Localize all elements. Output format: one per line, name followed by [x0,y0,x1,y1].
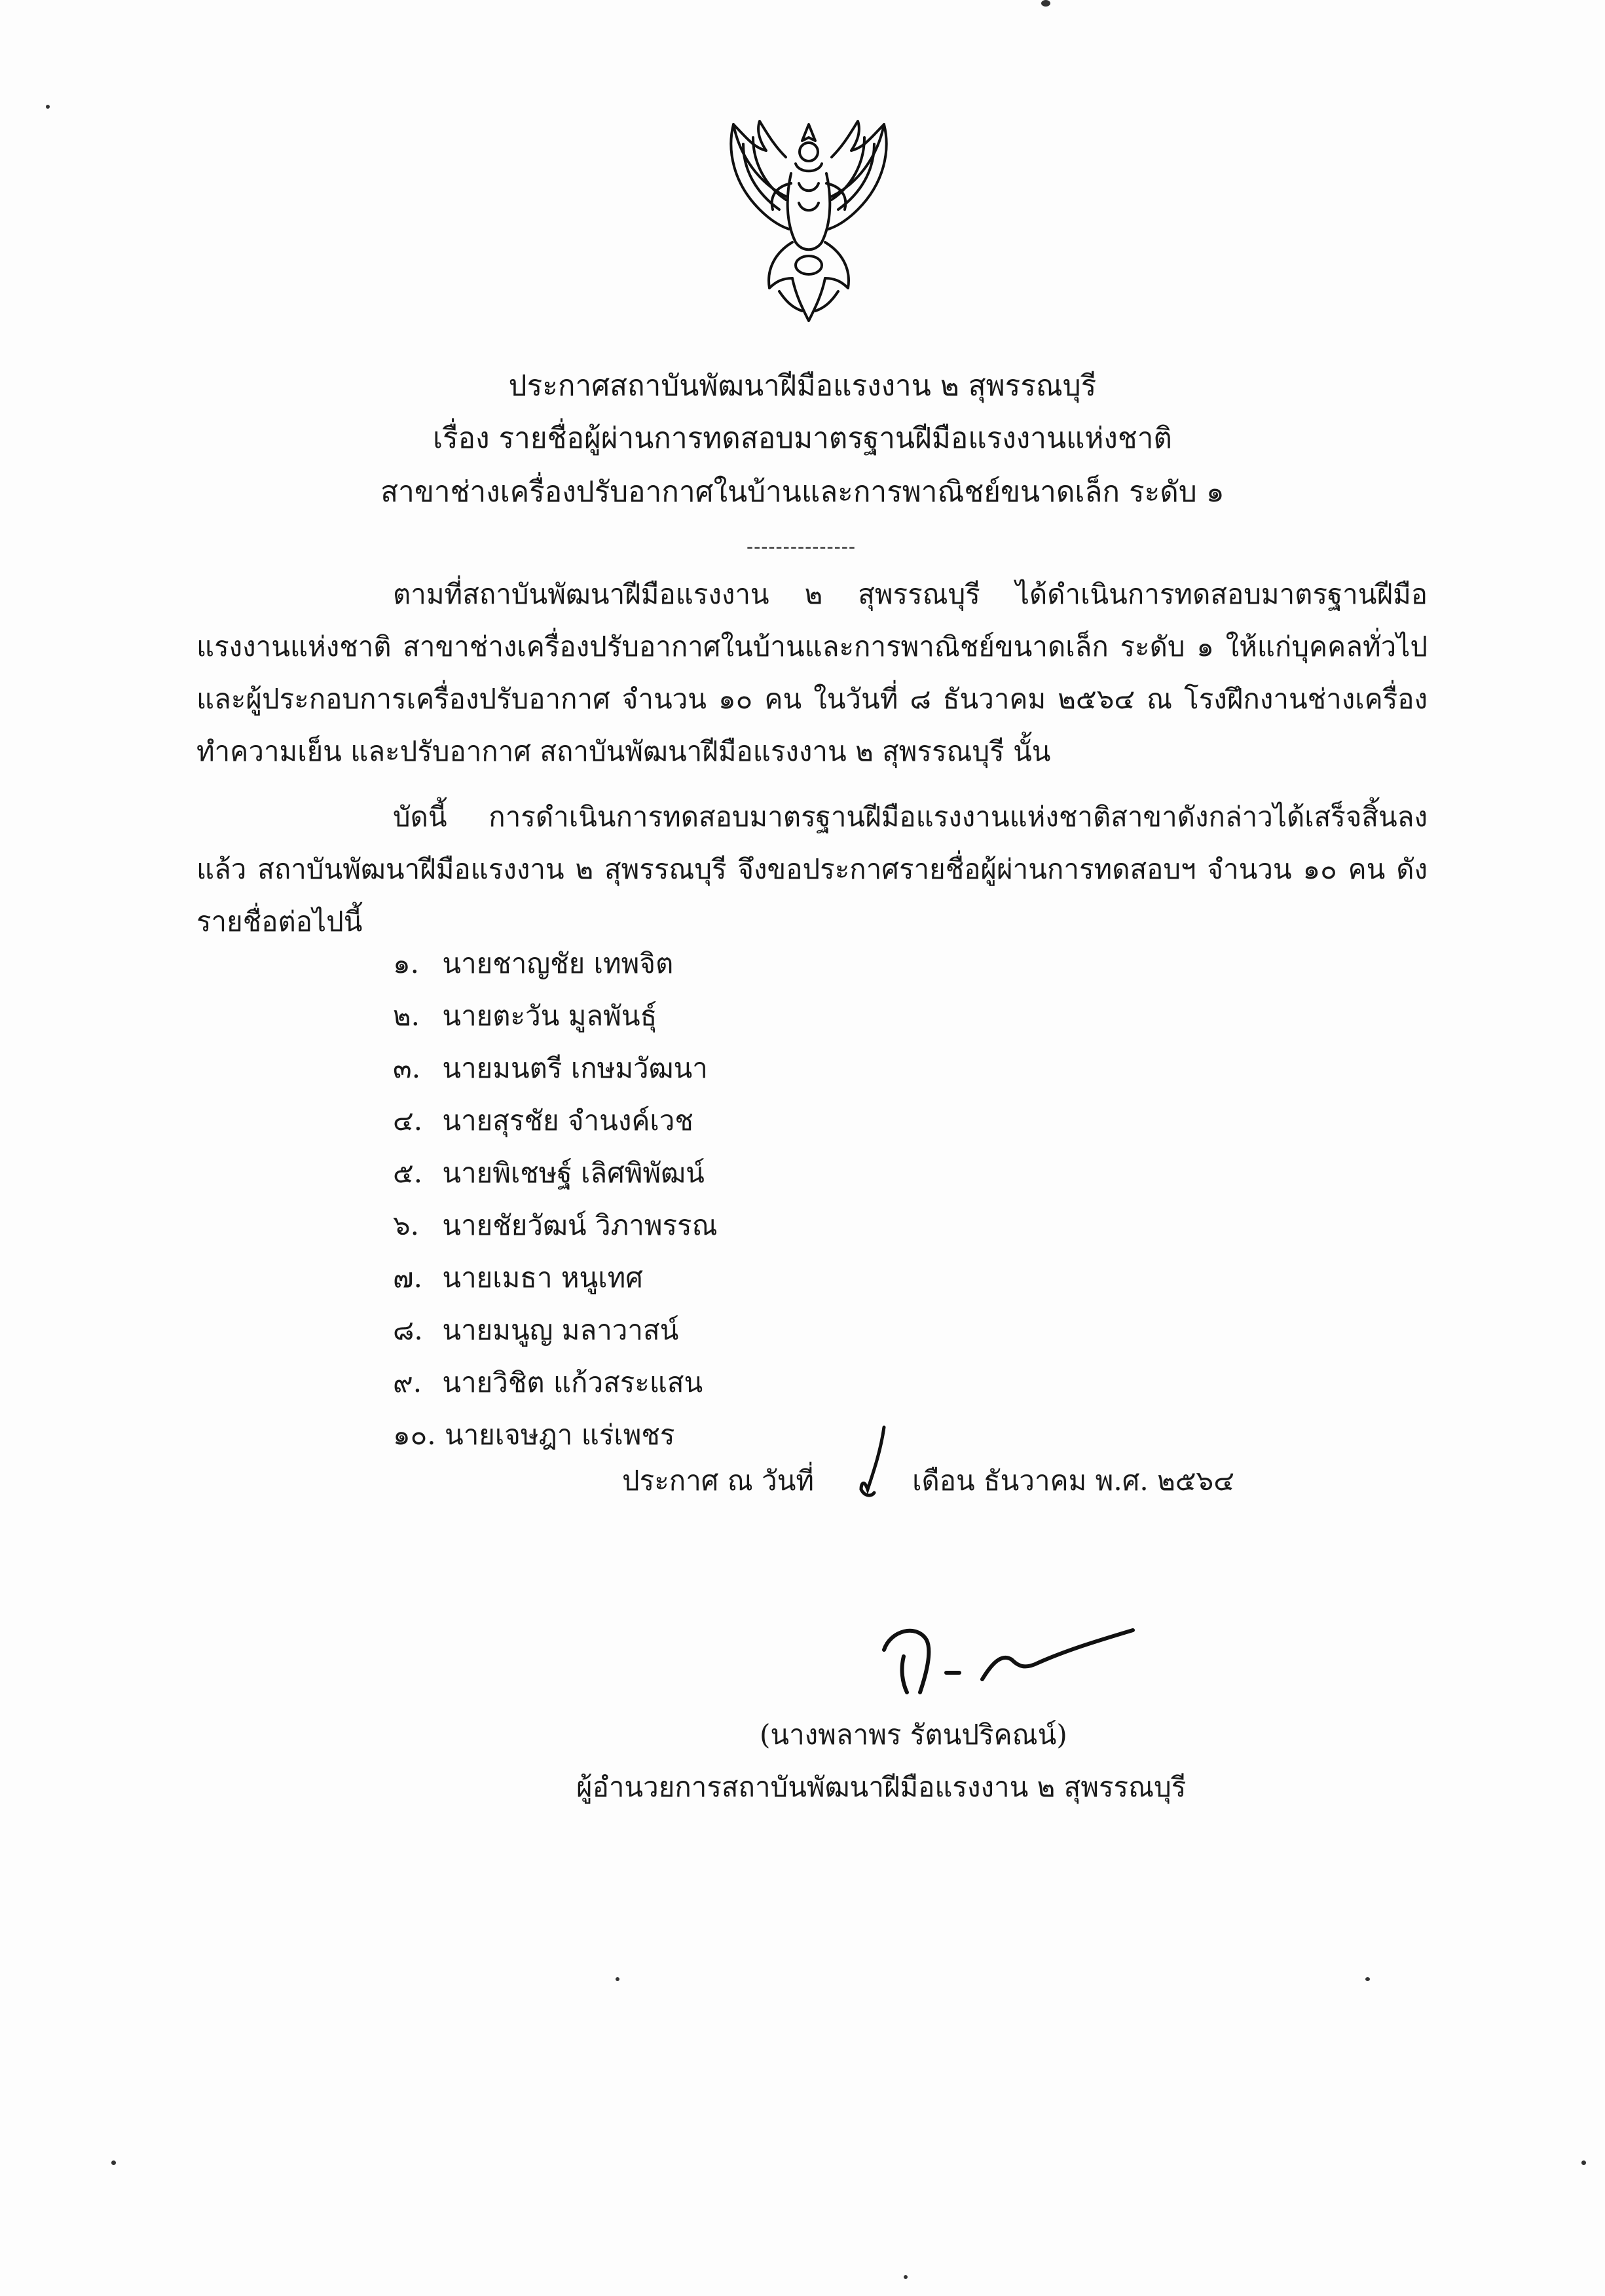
list-item-number: ๑๐. [393,1419,436,1451]
heading-title: ประกาศสถาบันพัฒนาฝีมือแรงงาน ๒ สุพรรณบุรี [508,369,1097,403]
list-item [393,1042,718,1095]
heading-branch: สาขาช่างเครื่องปรับอากาศในบ้านและการพาณิชย์ขนาดเล็ก ระดับ ๑ [380,475,1225,509]
list-item-number: ๗. [393,1262,422,1294]
list-item [393,1304,718,1357]
announcement-prefix: ประกาศ ณ วันที่ [622,1465,815,1497]
scan-speck [111,2160,116,2165]
scan-speck [904,2275,908,2279]
list-item-number: ๘. [393,1314,423,1346]
list-item [393,1147,718,1199]
scan-speck [46,105,50,109]
list-item-number: ๒. [393,1000,420,1032]
scan-speck [1041,0,1050,7]
scan-speck [616,1977,619,1981]
passer-list [393,938,718,1461]
list-item [393,1357,718,1409]
list-item [393,990,718,1042]
body-paragraph-1: ตามที่สถาบันพัฒนาฝีมือแรงงาน ๒ สุพรรณบุรี ได้ดำเนินการทดสอบมาตรฐานฝีมือแรงงานแห่งชาติ สาขาช่างเครื่องปรับอากาศในบ้านและการพาณิชย์ขนาดเล็ก ระดับ ๑ ให้แก่บุคคลทั่วไปและผู้ประกอบการเครื่องปรับอากาศ จำนวน ๑๐ คน ในวันที่ ๘ ธันวาคม ๒๕๖๔ ณ โรงฝึกงานช่างเครื่องทำความเย็น และปรับอากาศ สถาบันพัฒนาฝีมือแรงงาน ๒ สุพรรณบุรี นั้น [196,578,1428,767]
list-item-number: ๔. [393,1104,423,1137]
scan-speck [1581,2160,1586,2165]
list-item [393,1252,718,1304]
list-item-name: นายสุรชัย จำนงค์เวช [442,1104,693,1137]
handwritten-day-mark [848,1424,900,1509]
garuda-emblem-icon [714,111,904,334]
list-item-name: นายมนูญ มลาวาสน์ [442,1314,679,1346]
signer-title: ผู้อำนวยการสถาบันพัฒนาฝีมือแรงงาน ๒ สุพรรณบุรี [576,1771,1187,1803]
announcement-month: เดือน ธันวาคม พ.ศ. ๒๕๖๔ [912,1465,1234,1497]
list-item [393,1409,718,1461]
list-item [393,1199,718,1252]
list-item-name: นายเจษฎา แร่เพชร [445,1419,675,1451]
list-item-name: นายเมธา หนูเทศ [442,1262,643,1294]
scan-speck [1365,1977,1370,1981]
list-item-number: ๕. [393,1157,423,1189]
heading-subject: เรื่อง รายชื่อผู้ผ่านการทดสอบมาตรฐานฝีมือแรงงานแห่งชาติ [432,422,1173,455]
list-item-name: นายชาญชัย เทพจิต [442,947,674,979]
body-paragraph-2: บัดนี้ การดำเนินการทดสอบมาตรฐานฝีมือแรงงานแห่งชาติสาขาดังกล่าวได้เสร็จสิ้นลงแล้ว สถาบันพัฒนาฝีมือแรงงาน ๒ สุพรรณบุรี จึงขอประกาศรายชื่อผู้ผ่านการทดสอบฯ จำนวน ๑๐ คน ดังรายชื่อต่อไปนี้ [196,801,1428,938]
list-item-number: ๙. [393,1366,422,1398]
list-item-number: ๖. [393,1209,420,1241]
list-item-number: ๓. [393,1052,421,1084]
announcement-date [622,1461,1234,1501]
signature-mark [877,1611,1139,1702]
signer-name: (นางพลาพร รัตนปริคณน์) [760,1719,1067,1751]
list-item-number: ๑. [393,947,420,979]
list-item-name: นายมนตรี เกษมวัฒนา [442,1052,708,1084]
list-item-name: นายวิชิต แก้วสระแสน [442,1366,703,1398]
list-item [393,938,718,990]
list-item-name: นายตะวัน มูลพันธุ์ [442,1000,657,1032]
list-item-name: นายพิเชษฐ์ เลิศพิพัฒน์ [442,1157,705,1189]
list-item-name: นายชัยวัฒน์ วิภาพรรณ [442,1209,718,1241]
heading-divider: --------------- [747,536,857,558]
list-item [393,1095,718,1147]
